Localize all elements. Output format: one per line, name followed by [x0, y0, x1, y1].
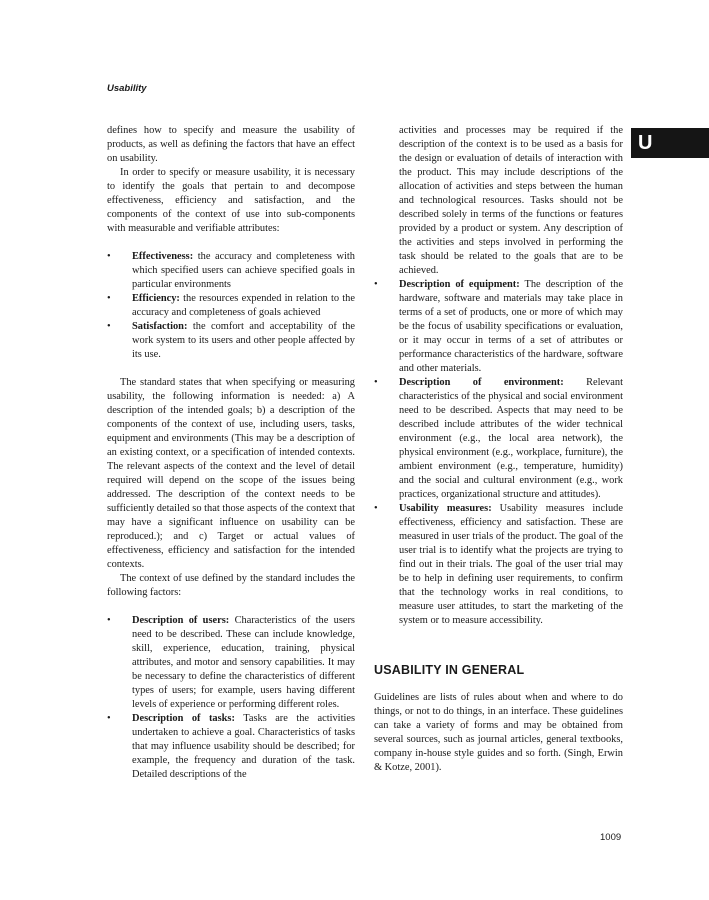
list-text: Tasks are the activities undertaken to achieve a goal. Characteristics of tasks that may influence usability should be described; for example, the frequency and duration of the task. Detailed descriptions of the	[132, 713, 355, 780]
left-column	[107, 124, 355, 782]
bullet-list	[374, 124, 623, 628]
section-heading: USABILITY IN GENERAL	[374, 663, 525, 677]
list-item	[107, 320, 355, 362]
list-term: Satisfaction:	[132, 321, 188, 332]
list-item	[374, 502, 623, 628]
list-item	[107, 614, 355, 712]
paragraph: defines how to specify and measure the usability of products, as well as defining the factors that have an effect on usability.	[107, 125, 355, 164]
list-term: Description of users:	[132, 615, 230, 626]
bullet-icon: •	[374, 279, 378, 290]
bullet-icon: •	[107, 615, 111, 626]
paragraph: Guidelines are lists of rules about when and where to do things, or not to do things, in an interface. These guidelines can take a variety of forms and may be obtained from several sources, such as journal articles, general textbooks, company in-house style guides and so forth. (Singh, Erwin & Kotze, 2001).	[374, 692, 623, 773]
bullet-icon: •	[107, 713, 111, 724]
paragraph: In order to specify or measure usability, it is necessary to identify the goals that pertain to and decompose effectiveness, efficiency and satisfaction, and the components of the context of use into sub-components with measurable and verifiable attributes:	[107, 167, 355, 234]
list-item	[107, 292, 355, 320]
list-item	[374, 376, 623, 502]
list-text: the comfort and acceptability of the work system to its users and other people affected by its use.	[132, 321, 355, 360]
list-item	[107, 712, 355, 782]
right-column	[374, 124, 623, 775]
bullet-icon: •	[374, 377, 378, 388]
list-term: Efficiency:	[132, 293, 180, 304]
bullet-icon: •	[107, 293, 111, 304]
list-term: Description of tasks:	[132, 713, 235, 724]
list-text: Usability measures include effectiveness, efficiency and satisfaction. These are measured in user trials of the product. The goal of the user trial is to identify what the projects are trying to find out in their trials. The goal of the user trial may be to help in defining user requirements, to confirm that the technology works in real conditions, to measure user attitudes, to start the marketing of the system or to measure accessibility.	[399, 503, 623, 626]
list-term: Usability measures:	[399, 503, 492, 514]
list-term: Effectiveness:	[132, 251, 194, 262]
list-term: Description of environment:	[399, 377, 564, 388]
paragraph: The standard states that when specifying or measuring usability, the following information is needed: a) A description of the intended goals; b) a description of the components of the context of use, including users, tasks, equipment and environments (This may be a description of an existing context, or a specification of intended contexts. The relevant aspects of the context and the level of detail required will depend on the scope of the issues being addressed. The description of the context needs to be sufficiently detailed so that those aspects of the context that may have a significant influence on usability can be reproduced.); and c) Target or actual values of effectiveness, efficiency and satisfaction for the intended contexts.	[107, 377, 355, 570]
page-number: 1009	[600, 832, 622, 843]
list-text: Relevant characteristics of the physical and social environment need to be described. Aspects that may need to be described include attributes of the wider technical environment (e.g., the local area network), the physical environment (e.g., workplace, furniture), the ambient environment (e.g., temperature, humidity) and the social and cultural environment (e.g., work practices, organizational structure and attitudes).	[399, 377, 623, 500]
bullet-list	[107, 614, 355, 782]
bullet-list	[107, 250, 355, 362]
bullet-icon: •	[107, 251, 111, 262]
list-term: Description of equipment:	[399, 279, 520, 290]
list-text: Characteristics of the users need to be described. These can include knowledge, skill, experience, education, training, physical attributes, and motor and sensory capabilities. It may be necessary to define the characteristics of different types of users; for example, users having different levels of experience or performing different roles.	[132, 615, 355, 710]
list-text: The description of the hardware, software and materials may take place in terms of a set of products, one or more of which may be the focus of usability specifications or evaluation, or it may occur in terms of a set of attributes or performance characteristics of the hardware, software and other materials.	[399, 279, 623, 374]
section-tab: U	[631, 128, 709, 158]
list-text: the resources expended in relation to the accuracy and completeness of goals achieved	[132, 293, 355, 318]
list-item-continuation	[374, 124, 623, 278]
list-item	[374, 278, 623, 376]
paragraph: The context of use defined by the standard includes the following factors:	[107, 573, 355, 598]
list-text: activities and processes may be required if the description of the context is to be used as a basis for the design or evaluation of details of interaction with the product. This may include descriptions of the allocation of activities and steps between the human and technological resources. Tasks should not be described solely in terms of the functions or features provided by a product or system. Any description of the activities and steps involved in performing the task should be related to the goals that are to be achieved.	[399, 125, 623, 276]
list-text: the accuracy and completeness with which specified users can achieve specified goals in particular environments	[132, 251, 355, 290]
bullet-icon: •	[107, 321, 111, 332]
list-item	[107, 250, 355, 292]
running-head: Usability	[107, 83, 147, 94]
bullet-icon: •	[374, 503, 378, 514]
